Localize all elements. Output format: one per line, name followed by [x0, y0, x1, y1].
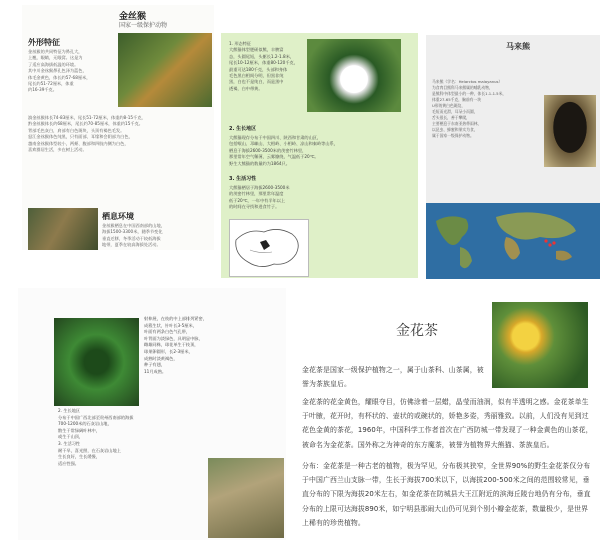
features-text-top: 金丝猴的共同特征为鼻孔大， 上翘，眼睛，无眼窝。这是为 了适应高海拔低温的环境。 其中川金丝猴鼻孔色泽为蓝色， 体毛金黄色，体长约57-68厘米， 尾长约51-72厘米，体重 约16-39千克。	[28, 49, 91, 93]
habitat-text: 金丝猴栖息在中国西南部的山地， 海拔1500-3300米，随季节变化 垂直迁移，冬季活动于较低海拔 地带，夏季在较高海拔处活动。	[102, 223, 165, 248]
sun-bear-card	[426, 35, 600, 279]
golden-monkey-habitat-photo	[28, 208, 98, 250]
panda-photo	[307, 39, 401, 112]
panda-distribution-text: 大熊猫现存分布于中国四川、陕西和甘肃的山区， 包括岷山、邛崃山、大相岭、小相岭、凉山和秦岭等山系， 栖息于海拔2600-3500米的茂密竹林里， 那里常年空气稀薄，云雾缭绕，气温低于20℃。 野生大熊猫的数量约为1864只。	[229, 135, 338, 166]
world-distribution-map	[426, 203, 600, 279]
world-map-icon	[426, 203, 600, 279]
panda-intro-text: 1. 形态特征 大熊猫体型肥硕似熊，丰腴富 态，头圆尾短，头躯长1.2-1.8米， 尾长10-12厘米，体重80-120千克， 最重可达180千克，头部和身体 毛色黑白相间分明，但黑非纯 黑，白也不是纯白，而是黑中 透褐，白中带黄。	[229, 41, 298, 91]
camellia-distribution-paragraph: 分布：金花茶是一种古老的植物，极为罕见，分布极其狭窄，全世界90%的野生金花茶仅分布于中国广西兰山支脉一带，生长于海拔700米以下，以海拔200-500米之间的范围较常见，垂直分布的下限为海拔20米左右，如金花茶在防城县大王江附近的滨海丘陵台地仍有分布，垂直分布的上限可达海拔890米，如宁明县那闹大山仍可见到个别小瓣金花茶，数量极少，是世界上稀有的珍贵植物。	[302, 461, 591, 527]
plant-left-text: 2. 生长地区 分布于中国广西北部至贵州西南部的海拔 700-1200米的石灰岩山地， 散生于常绿阔叶林中， 或生于山顶， 3. 生活习性 耐干旱，喜光照，在石灰岩山地上 生长良好，生长缓慢， 适应性强。	[58, 408, 134, 466]
features-text-bottom: 滇金丝猴体长74-83厘米，尾长51-72厘米，体重约8-15千克， 黔金丝猴体长约68厘米，尾长约70-85厘米，体重约15千克。 背部毛色灰白，肩部有白色斑块，头顶有褐色毛发。 怒江金丝猴体色纯黑，只有面部、耳缘和会阴部为白色， 越南金丝猴体型较小，两颊、腹部和四肢内侧为白色， 喜欢群居生活，多在树上活动。	[28, 115, 146, 153]
sun-bear-photo	[544, 95, 596, 167]
plant-right-text: 射伸展，在枝的中上部排列紧密， 成簇生状，针叶长3-5厘米， 叶面有两条白色气孔带， 叶背面为淡绿色，具明显中脉， 雌雄同株，球花单生于枝顶， 球果卵圆形，长2-3厘米， 成熟时淡黄褐色， 种子有翅， 11月成熟。	[144, 316, 207, 374]
golden-camellia-photo	[492, 302, 588, 388]
features-heading: 外形特征	[28, 38, 60, 47]
plant-photo	[54, 318, 139, 406]
camellia-description-paragraph: 金花茶的花金黄色，耀眼夺目，仿佛涂着一层蜡，晶莹而油润，似有半透明之感。金花茶单生于叶腋，花开时，有杯状的、壶状的或碗状的，娇艳多姿，秀丽雅致。以前，人们没有见到过花色金黄的茶花，1960年，中国科学工作者首次在广西防城一带发现了一种金黄色的山茶花，被命名为金花茶。国外称之为神奇的东方魔茶，被誉为植物界大熊猫、茶族皇后。	[302, 397, 593, 449]
panda-habit-heading: 3. 生活习性	[229, 176, 257, 182]
panda-habit-text: 大熊猫栖居于海拔2600-3500米 的茂密竹林里，那里常年温度 低于20℃，一年中有半年以上 的时间在寻找和进食竹子。	[229, 185, 290, 210]
golden-monkey-card	[22, 5, 214, 250]
golden-monkey-subtitle: 国家一级保护动物	[119, 22, 168, 29]
golden-monkey-photo	[118, 33, 212, 107]
camellia-intro-paragraph: 金花茶是国家一级保护植物之一，属于山茶科、山茶属，被誉为茶族皇后。	[302, 365, 484, 389]
golden-monkey-title: 金丝猴	[119, 12, 147, 22]
panda-card	[221, 33, 418, 278]
plant-habitat-photo	[208, 458, 284, 538]
sun-bear-title: 马来熊	[506, 42, 530, 51]
golden-camellia-card	[292, 288, 600, 541]
plant-text-card	[18, 288, 286, 540]
panda-distribution-heading: 2. 生长地区	[229, 126, 257, 132]
sun-bear-text: 马来熊（学名：Helarctos malayanus） 为食肉目熊科马来熊属的哺乳动物， 是熊科中体型最小的一种，体长1.1-1.5米， 体重27-65千克，胸前有一块 U形的黄白色斑纹， 毛短而光滑，耳朵小而圆， 舌头很长，善于攀爬， 主要栖息于东南亚热带雨林， 以昆虫、蜂蜜和果实为食， 属于国家一级保护动物。	[432, 79, 507, 138]
golden-camellia-title: 金花茶	[396, 323, 438, 339]
habitat-heading: 栖息环境	[102, 212, 134, 221]
panda-distribution-map	[229, 219, 309, 277]
map-outline-icon	[230, 220, 308, 276]
